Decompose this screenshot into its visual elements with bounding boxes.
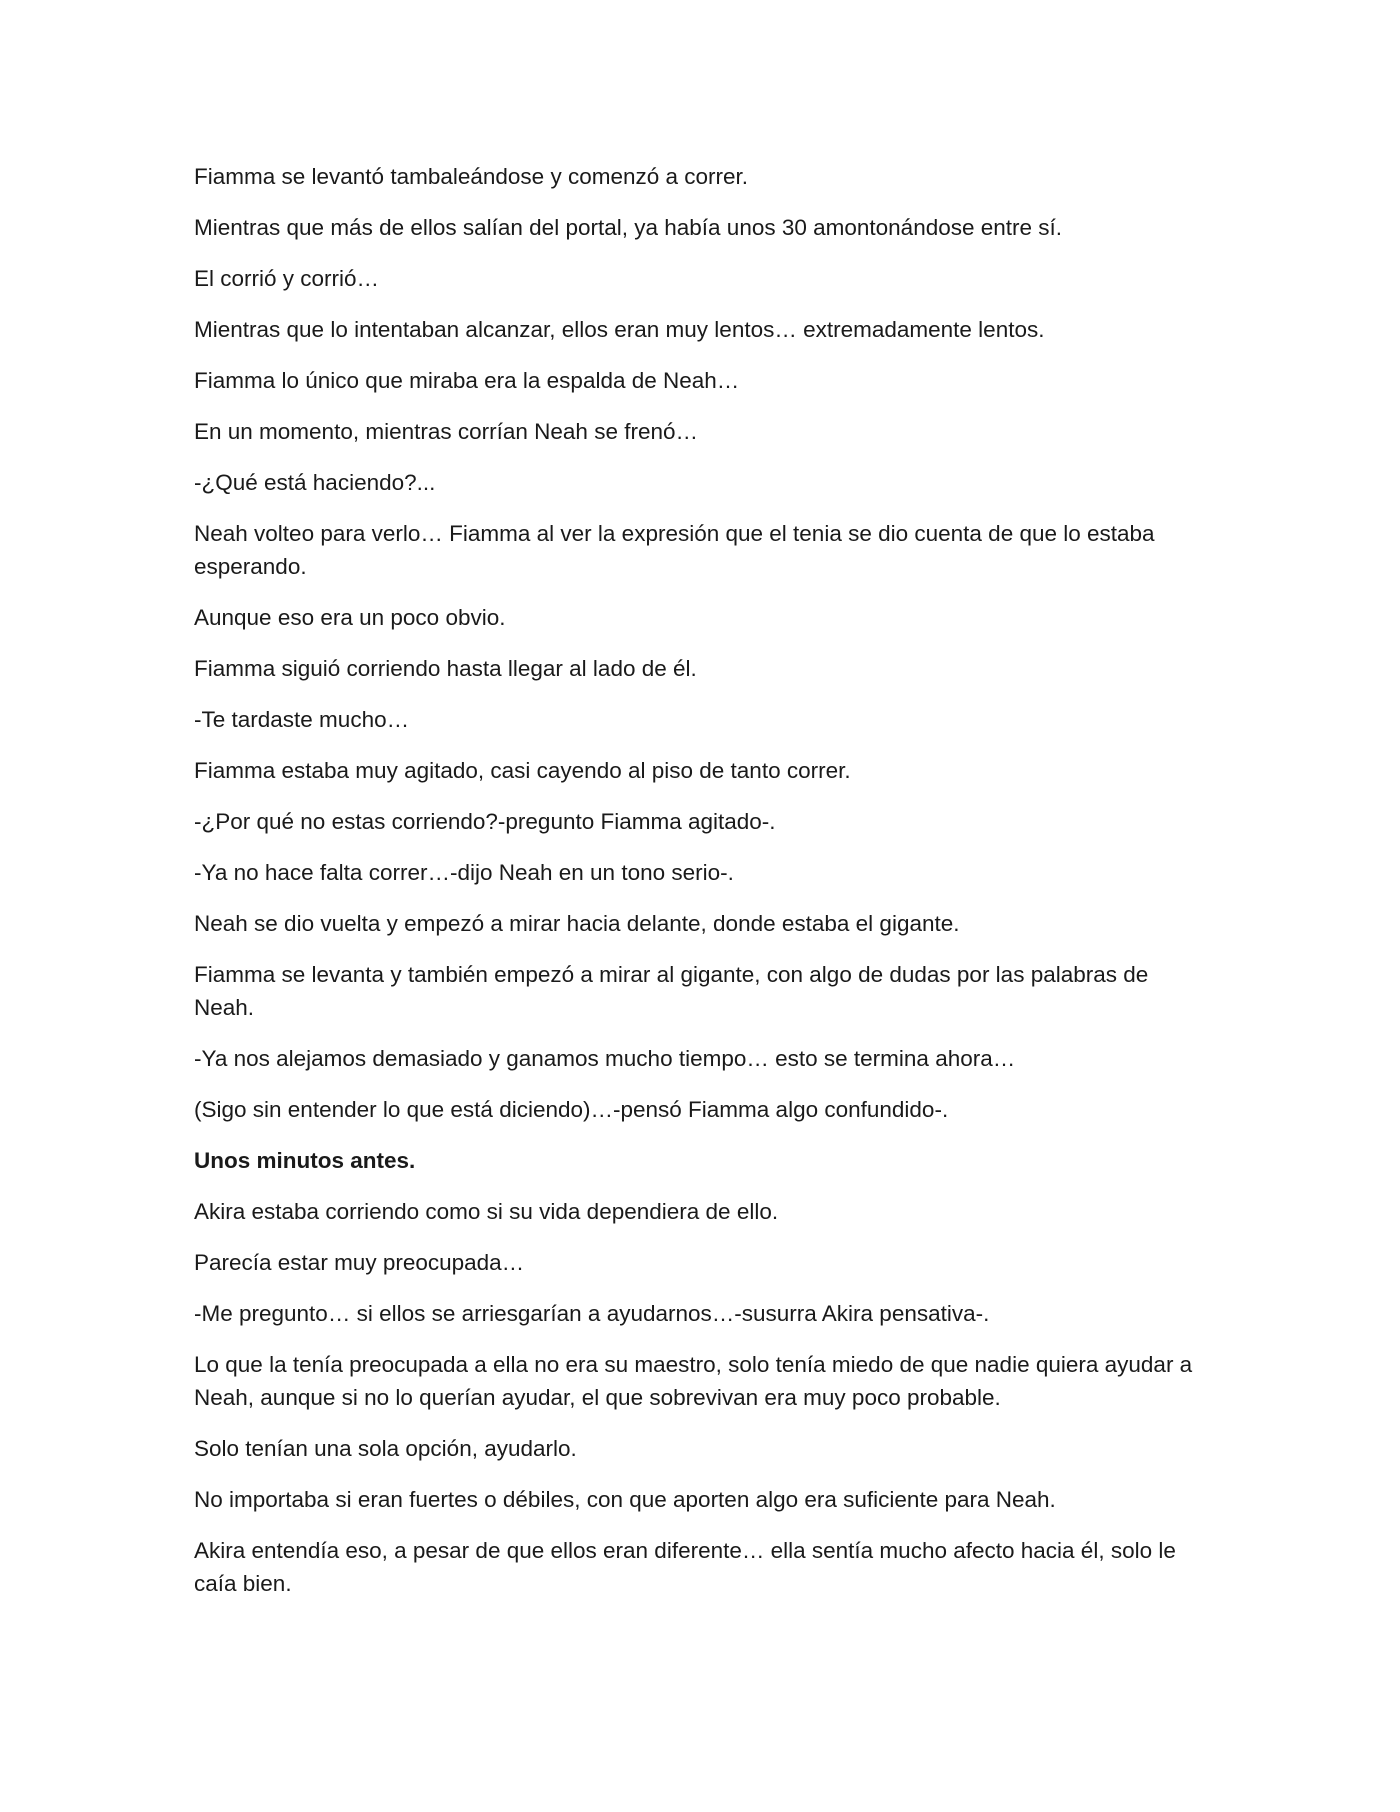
paragraph: Akira estaba corriendo como si su vida dependiera de ello. bbox=[194, 1199, 779, 1224]
paragraph: Aunque eso era un poco obvio. bbox=[194, 605, 506, 630]
paragraph: Lo que la tenía preocupada a ella no era su maestro, solo tenía miedo de que nadie quiera ayudar a Neah, aunque si no lo querían ayudar, el que sobrevivan era muy poco probable. bbox=[194, 1352, 1193, 1410]
section-heading: Unos minutos antes. bbox=[194, 1148, 416, 1173]
paragraph: Mientras que más de ellos salían del portal, ya había unos 30 amontonándose entre sí. bbox=[194, 215, 1063, 240]
paragraph: Fiamma se levantó tambaleándose y comenzó a correr. bbox=[194, 164, 749, 189]
paragraph: Neah se dio vuelta y empezó a mirar hacia delante, donde estaba el gigante. bbox=[194, 911, 960, 936]
paragraph: -¿Qué está haciendo?... bbox=[194, 470, 436, 495]
paragraph: Neah volteo para verlo… Fiamma al ver la expresión que el tenia se dio cuenta de que lo estaba esperando. bbox=[194, 521, 1155, 579]
paragraph: (Sigo sin entender lo que está diciendo)…-pensó Fiamma algo confundido-. bbox=[194, 1097, 949, 1122]
paragraph: Fiamma se levanta y también empezó a mirar al gigante, con algo de dudas por las palabras de Neah. bbox=[194, 962, 1149, 1020]
paragraph: Fiamma lo único que miraba era la espalda de Neah… bbox=[194, 368, 740, 393]
paragraph: -¿Por qué no estas corriendo?-pregunto Fiamma agitado-. bbox=[194, 809, 776, 834]
paragraph: -Ya no hace falta correr…-dijo Neah en un tono serio-. bbox=[194, 860, 734, 885]
paragraph: -Ya nos alejamos demasiado y ganamos mucho tiempo… esto se termina ahora… bbox=[194, 1046, 1016, 1071]
paragraph: Solo tenían una sola opción, ayudarlo. bbox=[194, 1436, 577, 1461]
paragraph: Mientras que lo intentaban alcanzar, ellos eran muy lentos… extremadamente lentos. bbox=[194, 317, 1045, 342]
paragraph: Akira entendía eso, a pesar de que ellos eran diferente… ella sentía mucho afecto hacia él, solo le caía bien. bbox=[194, 1538, 1176, 1596]
paragraph: Fiamma siguió corriendo hasta llegar al lado de él. bbox=[194, 656, 697, 681]
paragraph: -Te tardaste mucho… bbox=[194, 707, 410, 732]
paragraph: En un momento, mientras corrían Neah se frenó… bbox=[194, 419, 698, 444]
document-body bbox=[194, 160, 1204, 1618]
paragraph: -Me pregunto… si ellos se arriesgarían a ayudarnos…-susurra Akira pensativa-. bbox=[194, 1301, 990, 1326]
paragraph: Parecía estar muy preocupada… bbox=[194, 1250, 525, 1275]
paragraph: Fiamma estaba muy agitado, casi cayendo al piso de tanto correr. bbox=[194, 758, 851, 783]
paragraph: No importaba si eran fuertes o débiles, con que aporten algo era suficiente para Neah. bbox=[194, 1487, 1056, 1512]
paragraph: El corrió y corrió… bbox=[194, 266, 380, 291]
